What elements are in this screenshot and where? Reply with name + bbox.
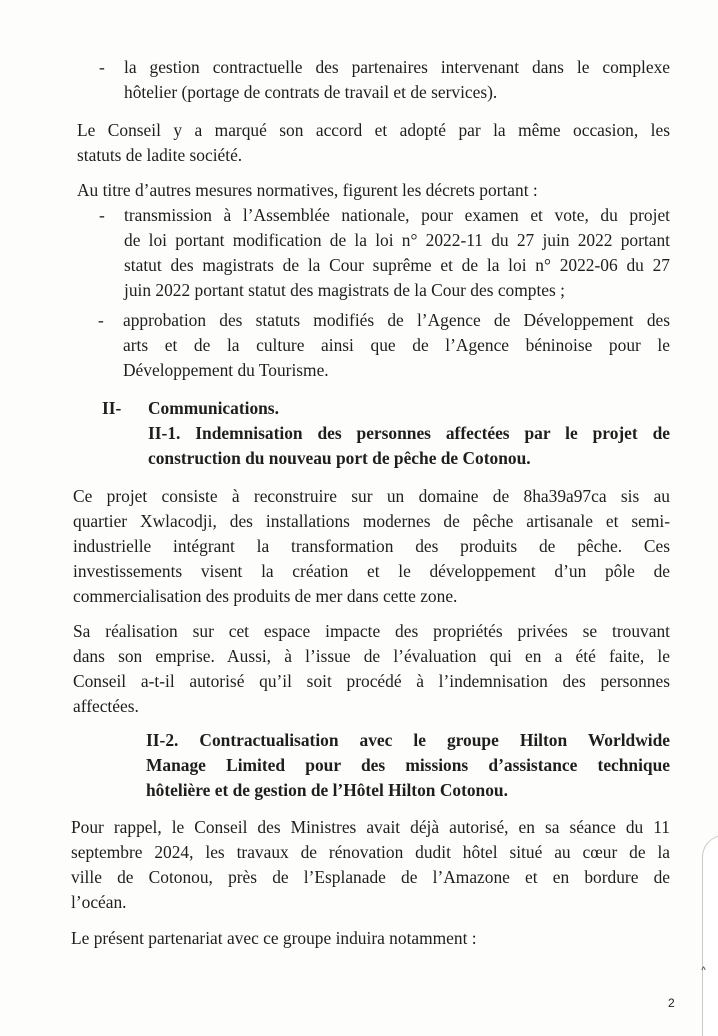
section-number: II- [102, 398, 122, 418]
page-number: 2 [668, 996, 675, 1010]
bullet-dash: - [99, 57, 105, 77]
text-line: Conseil a-t-il autorisé qu’il soit procédé à l’indemnisation des personnes [73, 671, 670, 691]
text-line: statut des magistrats de la Cour suprême et de la loi n° 2022-06 du 27 [124, 255, 670, 275]
bullet-item-approbation [98, 308, 670, 383]
bullet-dash: - [99, 205, 105, 225]
text-line: Pour rappel, le Conseil des Ministres avait déjà autorisé, en sa séance du 11 [71, 817, 670, 837]
paragraph-rappel [71, 815, 670, 915]
section-title: Communications. [148, 398, 279, 418]
text-line: transmission à l’Assemblée nationale, pour examen et vote, du projet [124, 205, 670, 225]
bullet-item-transmission [99, 203, 670, 303]
text-line: approbation des statuts modifiés de l’Agence de Développement des [123, 310, 670, 330]
bullet-item-gestion [99, 55, 670, 105]
paragraph-realisation [73, 619, 670, 719]
paragraph-projet [73, 484, 670, 609]
text-line: Le présent partenariat avec ce groupe induira notamment : [71, 928, 477, 948]
paragraph-partenariat [71, 926, 670, 951]
text-line: septembre 2024, les travaux de rénovation dudit hôtel situé au cœur de la [71, 842, 670, 862]
text-line: statuts de ladite société. [77, 145, 243, 165]
bullet-dash: - [98, 310, 104, 330]
heading-line: II-2. Contractualisation avec le groupe Hilton Worldwide [146, 730, 670, 750]
text-line: commercialisation des produits de mer dans cette zone. [73, 586, 458, 606]
text-line: l’océan. [71, 892, 127, 912]
text-line: Sa réalisation sur cet espace impacte des propriétés privées se trouvant [73, 621, 670, 641]
text-line: ville de Cotonou, près de l’Esplanade de l’Amazone et en bordure de [71, 867, 670, 887]
text-line: Au titre d’autres mesures normatives, figurent les décrets portant : [77, 180, 538, 200]
paragraph-mesures-intro [77, 178, 670, 203]
page-edge-shadow [702, 835, 718, 1036]
heading-line: construction du nouveau port de pêche de Cotonou. [148, 448, 531, 468]
heading-line: hôtelière et de gestion de l’Hôtel Hilton Cotonou. [146, 780, 508, 800]
text-line: industrielle intégrant la transformation des produits de pêche. Ces [73, 536, 670, 556]
text-line: Développement du Tourisme. [123, 360, 329, 380]
text-line: arts et de la culture ainsi que de l’Agence béninoise pour le [123, 335, 670, 355]
handwritten-initial-mark: ˄ [700, 966, 707, 982]
heading-line: Manage Limited pour des missions d’assistance technique [146, 755, 670, 775]
text-line: la gestion contractuelle des partenaires intervenant dans le complexe [124, 57, 670, 77]
text-line: dans son emprise. Aussi, à l’issue de l’évaluation qui en a été faite, le [73, 646, 670, 666]
text-line: de loi portant modification de la loi n° 2022-11 du 27 juin 2022 portant [124, 230, 670, 250]
text-line: Ce projet consiste à reconstruire sur un domaine de 8ha39a97ca sis au [73, 486, 670, 506]
text-line: hôtelier (portage de contrats de travail et de services). [124, 82, 498, 102]
text-line: juin 2022 portant statut des magistrats de la Cour des comptes ; [124, 280, 565, 300]
text-line: investissements visent la création et le développement d’un pôle de [73, 561, 670, 581]
subsection-heading-II-1 [148, 421, 670, 471]
paragraph-conseil-accord [77, 118, 670, 168]
heading-line: II-1. Indemnisation des personnes affectées par le projet de [148, 423, 670, 443]
text-line: quartier Xwlacodji, des installations modernes de pêche artisanale et semi- [73, 511, 670, 531]
text-line: Le Conseil y a marqué son accord et adopté par la même occasion, les [77, 120, 670, 140]
text-line: affectées. [73, 696, 139, 716]
subsection-heading-II-2 [146, 728, 670, 803]
